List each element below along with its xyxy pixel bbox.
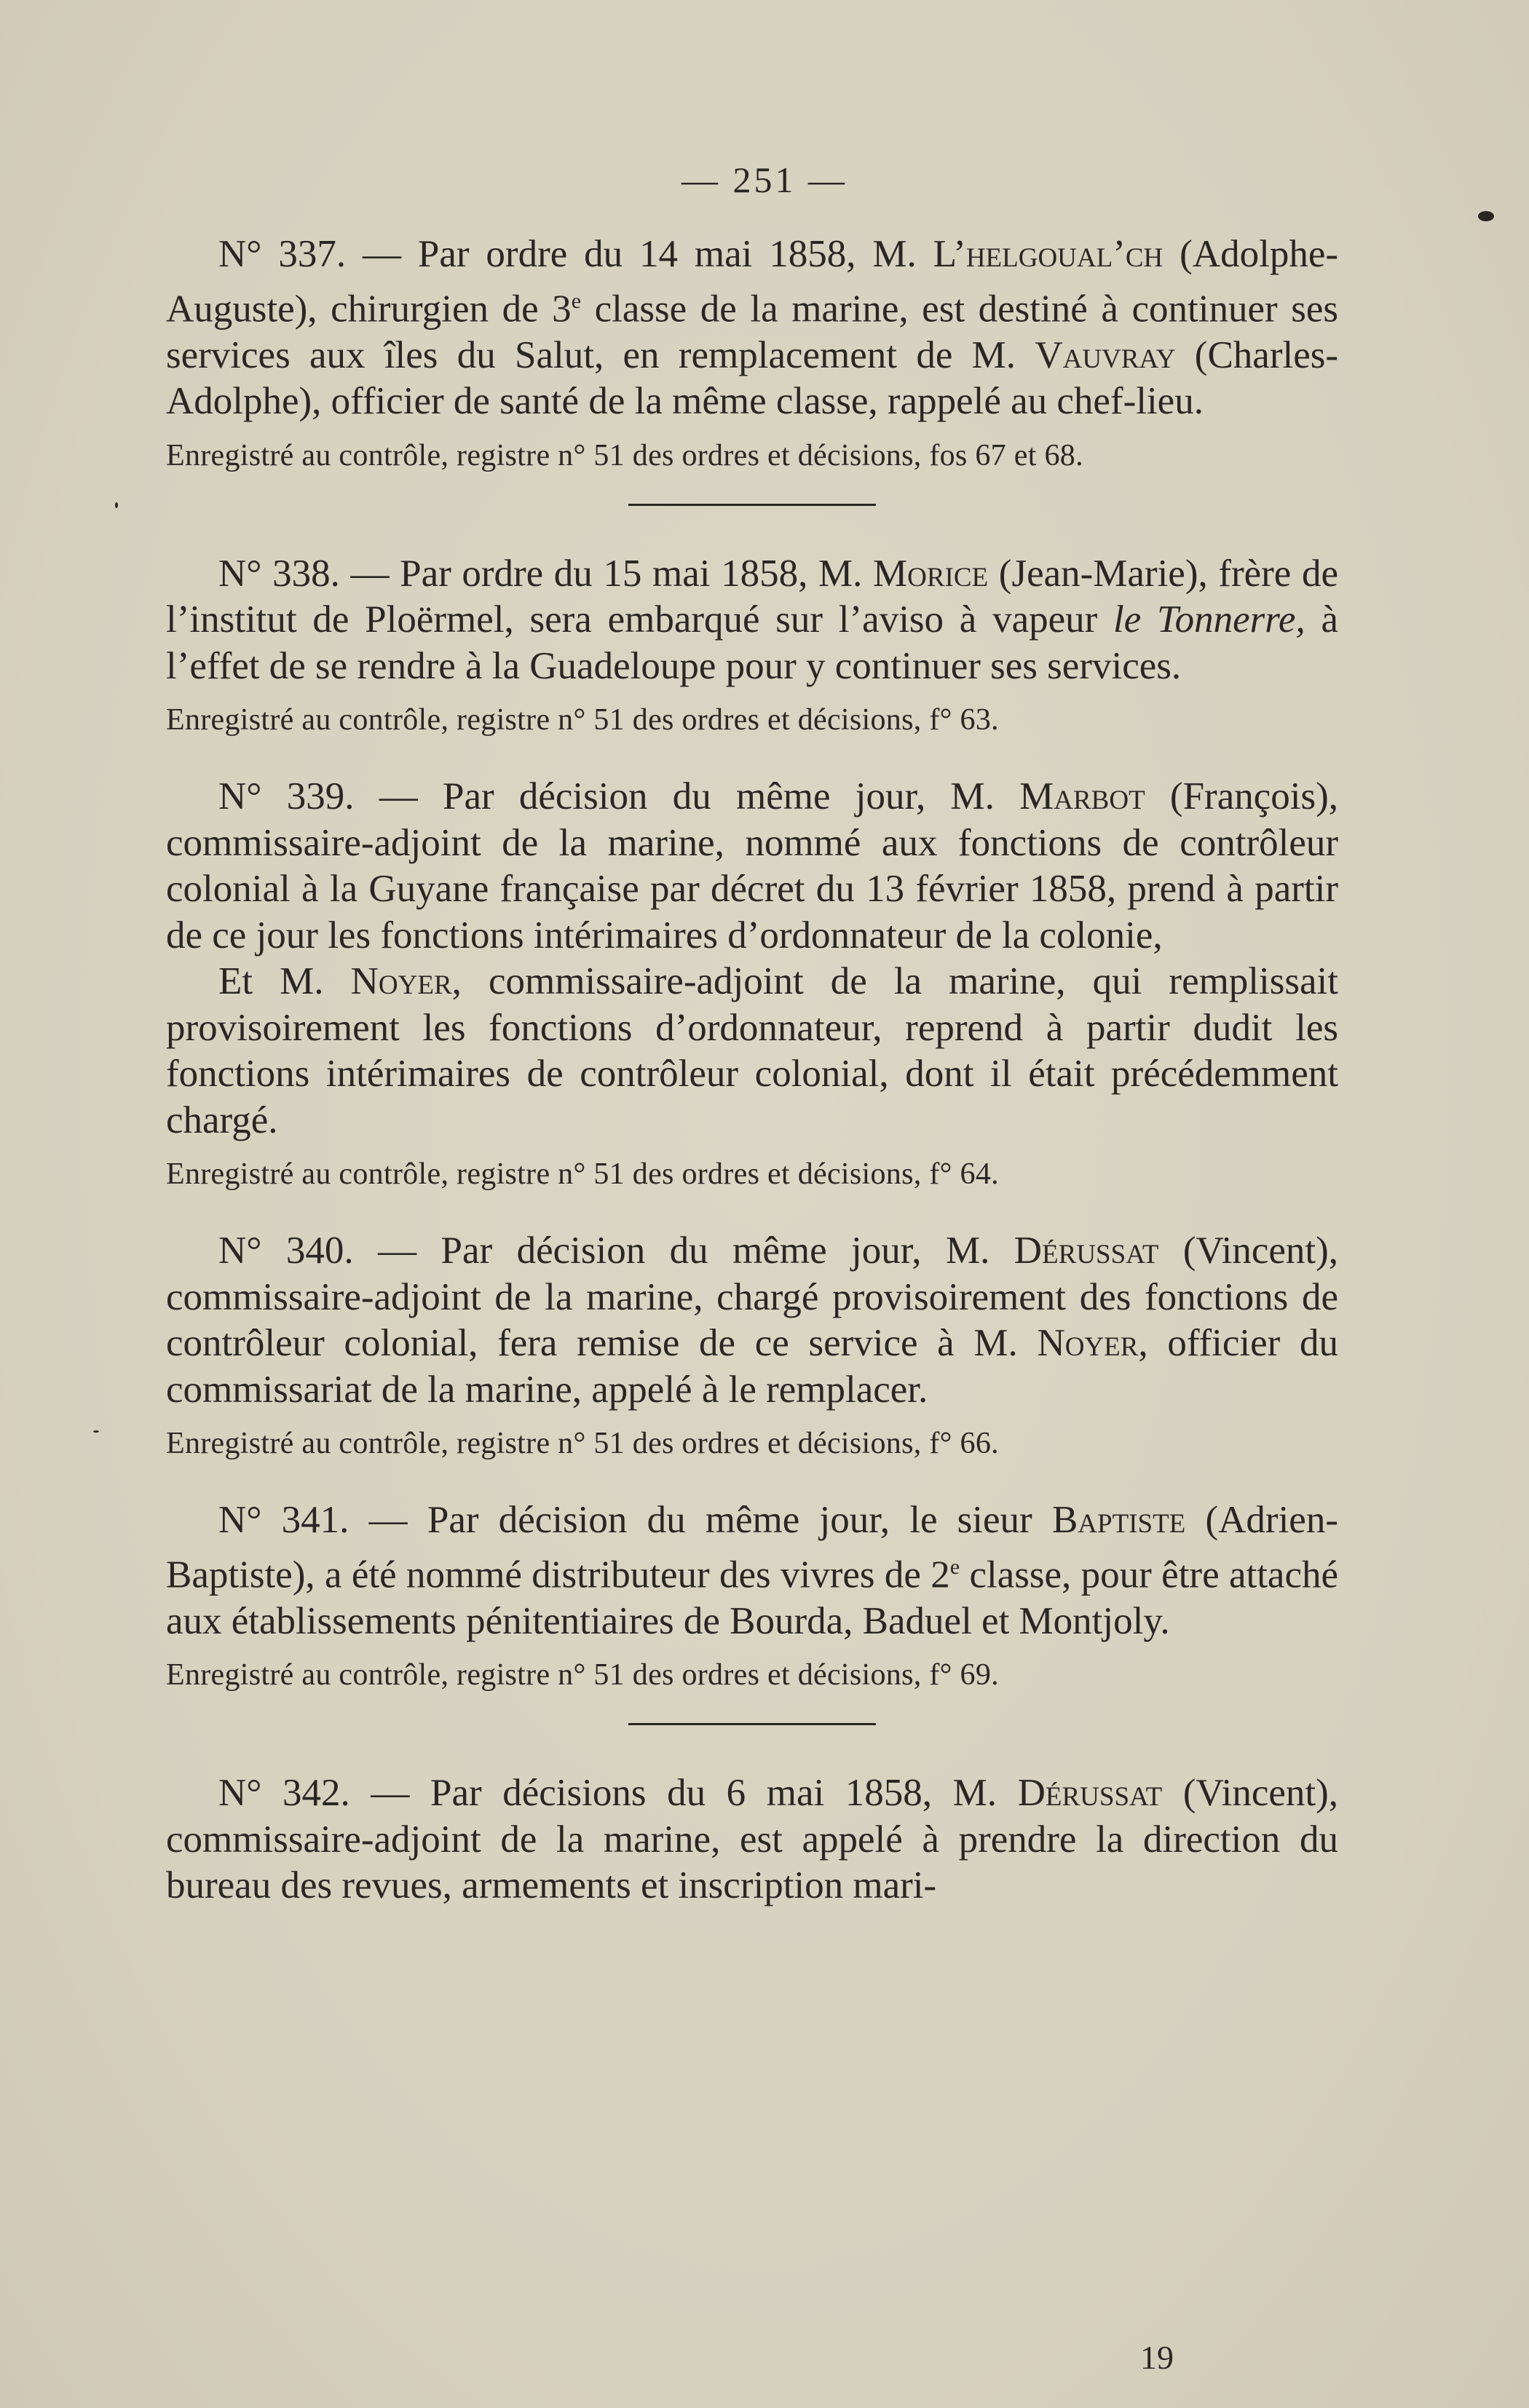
text-body [166,231,1338,1909]
entry-337: N° 337. — Par ordre du 14 mai 1858, M. L’helgoual’ch (Adolphe-Auguste), chirurgien de 3e classe de la marine, est destiné à continuer ses services aux îles du Salut, en remplacement de M. Vauvray (Charles-Adolphe), officier de santé de la même classe, rappelé au chef-lieu. [166,233,1338,423]
registry-note-339: Enregistré au contrôle, registre n° 51 des ordres et décisions, f° 64. [166,1157,999,1192]
entry-341: N° 341. — Par décision du même jour, le sieur Baptiste (Adrien-Baptiste), a été nommé distributeur des vivres de 2e classe, pour être attaché aux établissements pénitentiaires de Bourda, Baduel et Montjoly. [166,1499,1338,1642]
ink-speck [1478,211,1494,221]
page-number: — 251 — [681,159,848,200]
entry-339-continued: Et M. Noyer, commissaire-adjoint de la marine, qui remplissait provisoirement les fonctions d’ordonnateur, reprend à partir dudit les fonctions intérimaires de contrôleur colonial, dont il était précédemment chargé. [166,960,1338,1141]
entry-340: N° 340. — Par décision du même jour, M. Dérussat (Vincent), commissaire-adjoint de la marine, chargé provisoirement des fonctions de contrôleur colonial, fera remise de ce service à M. Noyer, officier du commissariat de la marine, appelé à le remplacer. [166,1229,1338,1411]
ink-speck [93,1430,99,1433]
registry-note-338: Enregistré au contrôle, registre n° 51 des ordres et décisions, f° 63. [166,703,999,737]
registry-note-340: Enregistré au contrôle, registre n° 51 des ordres et décisions, f° 66. [166,1427,999,1461]
entry-339: N° 339. — Par décision du même jour, M. Marbot (François), commissaire-adjoint de la marine, nommé aux fonctions de contrôleur colonial à la Guyane française par décret du 13 février 1858, prend à partir de ce jour les fonctions intérimaires d’ordonnateur de la colonie, [166,775,1338,957]
signature-mark: 19 [1140,2339,1174,2376]
registry-note-337: Enregistré au contrôle, registre n° 51 des ordres et décisions, fos 67 et 68. [166,438,1083,472]
entry-338: N° 338. — Par ordre du 15 mai 1858, M. Morice (Jean-Marie), frère de l’institut de Ploërmel, sera embarqué sur l’aviso à vapeur le Tonnerre, à l’effet de se rendre à la Guadeloupe pour y continuer ses services. [166,552,1338,687]
ink-speck [115,502,118,508]
registry-note-341: Enregistré au contrôle, registre n° 51 des ordres et décisions, f° 69. [166,1658,999,1692]
entry-342: N° 342. — Par décisions du 6 mai 1858, M. Dérussat (Vincent), commissaire-adjoint de la marine, est appelé à prendre la direction du bureau des revues, armements et inscription mari- [166,1772,1339,1907]
